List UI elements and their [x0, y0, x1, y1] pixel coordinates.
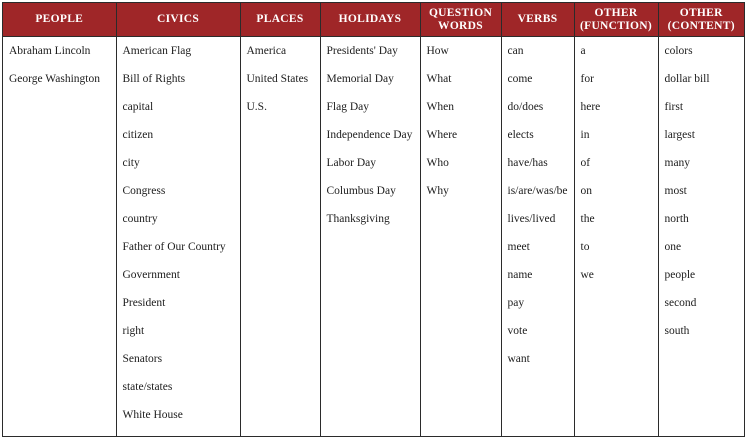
header-people: PEOPLE: [3, 3, 116, 37]
vocab-word: second: [664, 297, 697, 309]
header-other-content: OTHER (CONTENT): [658, 3, 744, 37]
column-places: [240, 37, 320, 437]
vocab-word: Abraham Lincoln: [9, 45, 91, 57]
header-other-function: OTHER (FUNCTION): [574, 3, 658, 37]
vocab-word: many: [664, 157, 691, 169]
civics-list: [123, 43, 240, 435]
vocab-word: Father of Our Country: [122, 241, 226, 253]
vocab-word: do/does: [507, 101, 544, 113]
column-other-content: [658, 37, 744, 437]
vocab-word: How: [426, 45, 449, 57]
vocab-word: lives/lived: [507, 213, 556, 225]
vocab-word: Congress: [122, 185, 166, 197]
vocab-word: Senators: [122, 353, 163, 365]
vocab-word: to: [580, 241, 590, 253]
vocab-word: President: [122, 297, 166, 309]
vocab-word: one: [664, 241, 682, 253]
vocab-word: largest: [664, 129, 695, 141]
vocab-word: Where: [426, 129, 458, 141]
vocabulary-table: [3, 3, 744, 436]
vocab-word: Flag Day: [326, 101, 369, 113]
vocab-word: state/states: [122, 381, 173, 393]
header-holidays: HOLIDAYS: [320, 3, 420, 37]
vocab-word: name: [507, 269, 533, 281]
vocab-word: is/are/was/be: [507, 185, 568, 197]
vocab-word: we: [580, 269, 594, 281]
body-row: [3, 37, 744, 437]
column-people: [3, 37, 116, 437]
vocab-word: vote: [507, 325, 528, 337]
vocab-word: on: [580, 185, 592, 197]
vocab-word: in: [580, 129, 590, 141]
column-other-function: [574, 37, 658, 437]
people-list: [9, 43, 116, 99]
vocab-word: United States: [246, 73, 309, 85]
vocab-word: a: [580, 45, 586, 57]
vocab-word: Memorial Day: [326, 73, 394, 85]
vocab-word: Government: [122, 269, 180, 281]
column-civics: [116, 37, 240, 437]
other-function-list: [581, 43, 658, 295]
column-holidays: [320, 37, 420, 437]
vocab-word: Bill of Rights: [122, 73, 186, 85]
vocab-word: have/has: [507, 157, 548, 169]
vocab-word: Thanksgiving: [326, 213, 390, 225]
vocab-word: for: [580, 73, 594, 85]
vocab-word: most: [664, 185, 687, 197]
vocab-word: pay: [507, 297, 525, 309]
vocab-word: country: [122, 213, 158, 225]
vocab-word: Who: [426, 157, 449, 169]
vocabulary-table-frame: [2, 2, 745, 437]
vocab-word: Independence Day: [326, 129, 413, 141]
vocab-word: south: [664, 325, 690, 337]
vocab-word: Why: [426, 185, 449, 197]
vocab-word: meet: [507, 241, 530, 253]
header-question-words: QUESTION WORDS: [420, 3, 501, 37]
vocab-word: city: [122, 157, 140, 169]
vocab-word: colors: [664, 45, 693, 57]
vocab-word: elects: [507, 129, 534, 141]
vocab-word: come: [507, 73, 533, 85]
vocab-word: dollar bill: [664, 73, 710, 85]
vocab-word: White House: [122, 409, 183, 421]
vocab-word: citizen: [122, 129, 154, 141]
holidays-list: [327, 43, 420, 239]
vocab-word: U.S.: [246, 101, 267, 113]
vocab-word: right: [122, 325, 145, 337]
places-list: [247, 43, 320, 127]
verbs-list: [508, 43, 574, 379]
vocab-word: What: [426, 73, 452, 85]
vocab-word: George Washington: [9, 73, 100, 85]
vocab-word: American Flag: [122, 45, 192, 57]
vocab-word: the: [580, 213, 595, 225]
header-verbs: VERBS: [501, 3, 574, 37]
vocab-word: of: [580, 157, 591, 169]
vocab-word: Columbus Day: [326, 185, 396, 197]
column-verbs: [501, 37, 574, 437]
vocab-word: When: [426, 101, 454, 113]
vocab-word: Labor Day: [326, 157, 376, 169]
vocab-word: can: [507, 45, 524, 57]
question-words-list: [427, 43, 501, 211]
column-question-words: [420, 37, 501, 437]
vocab-word: people: [664, 269, 696, 281]
vocab-word: capital: [122, 101, 154, 113]
vocab-word: north: [664, 213, 689, 225]
vocab-word: America: [246, 45, 287, 57]
vocab-word: here: [580, 101, 601, 113]
vocab-word: first: [664, 101, 684, 113]
vocab-word: want: [507, 353, 530, 365]
header-civics: CIVICS: [116, 3, 240, 37]
vocab-word: Presidents' Day: [326, 45, 398, 57]
header-row: [3, 3, 744, 37]
header-places: PLACES: [240, 3, 320, 37]
other-content-list: [665, 43, 745, 351]
